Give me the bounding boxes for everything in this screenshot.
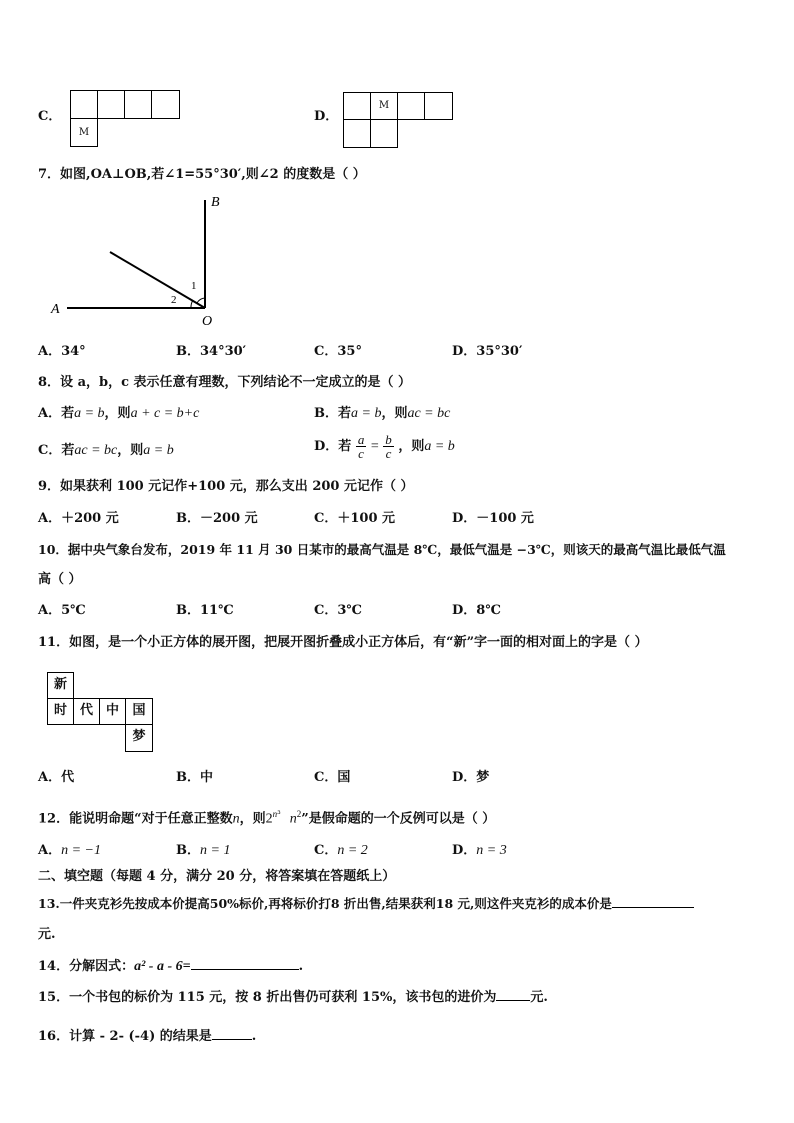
cube-face-meng: 梦 [125,724,153,752]
option-label: C． [314,843,338,858]
option-value: n = −1 [61,843,101,858]
cube-face-shi: 时 [47,698,74,725]
q11-option-b: B．中 [176,770,213,785]
cube-face-xin: 新 [47,672,74,699]
q8-b-mid: ，则 [381,406,408,421]
q13-text: 13.一件夹克衫先按成本价提高50%标价,再将标价打8 折出售,结果获利18 元,则这件夹克衫的成本价是 [38,896,612,911]
q9-option-c: C．＋100 元 [314,511,396,526]
q8-d-eq: = [370,439,379,454]
q9-option-a: A．＋200 元 [38,511,119,526]
label-1: 1 [191,280,197,292]
q10-stem-line2: 高（ ） [38,572,82,587]
q9-stem: 9．如果获利 100 元记作+100 元，那么支出 200 元记作（ ） [38,479,414,494]
q9-option-b: B．－200 元 [176,511,258,526]
q12-option-c [314,842,368,860]
q11-option-a: A．代 [38,770,75,785]
net-cell [424,92,453,120]
q8-c-math2: a = b [143,443,174,458]
q8-option-d [314,433,455,460]
q14-suffix: . [298,959,304,974]
cube-face-dai: 代 [73,698,100,725]
q8-b-math2: ac = bc [407,406,451,421]
q10-option-c: C．3℃ [314,603,362,618]
option-value: n = 3 [476,843,507,858]
q8-d-frac2 [383,433,394,460]
q7-option-b: B．34°30′ [176,344,247,359]
q15-stem [38,988,548,1007]
q12-n: n [232,811,240,827]
q7-option-c: C．35° [314,344,362,359]
label-2: 2 [171,294,177,306]
q8-b-prefix: B．若 [314,406,351,421]
q8-option-b [314,405,450,423]
q8-d-prefix: D．若 [314,439,352,454]
cube-face-zhong: 中 [99,698,126,725]
q8-option-c [38,442,174,460]
q15-suffix: 元. [530,990,548,1005]
cube-face-guo: 国 [125,698,153,725]
q8-d-mid: ，则 [398,439,425,454]
q10-option-b: B．11℃ [176,603,234,618]
label-b: B [211,195,220,210]
q6-option-d-label: D． [314,109,339,124]
q16-stem [38,1027,256,1046]
q16-prefix: 16．计算 - 2- (-4) 的结果是 [38,1029,212,1044]
q8-stem: 8．设 a，b，c 表示任意有理数，下列结论不一定成立的是（ ） [38,375,412,390]
net-cell [343,92,371,120]
q8-c-math1: ac = bc [74,443,118,458]
q6-option-d-net [343,92,455,150]
section-2-heading: 二、填空题（每题 4 分，满分 20 分，将答案填在答题纸上） [38,869,396,884]
q10-stem-line1: 10．据中央气象台发布，2019 年 11 月 30 日某市的最高气温是 8℃，最低气温是 −3℃，则该天的最高气温比最低气温 [38,542,726,557]
q16-answer-blank[interactable] [212,1027,252,1040]
net-cell [397,92,425,120]
q12-stem [38,805,495,828]
q14-stem [38,957,303,976]
q12-suffix: ”是假命题的一个反例可以是（ ） [301,811,496,827]
q12-exp2: 2 [296,809,302,819]
label-o: O [202,314,213,329]
q8-a-math1: a = b [74,406,105,421]
option-label: D． [452,843,477,858]
q8-d-math2: a = b [424,439,455,454]
net-cell [70,90,98,119]
option-label: B． [176,843,200,858]
q13-stem-line1 [38,895,694,913]
frac-denominator: c [385,446,392,461]
q13-answer-blank[interactable] [612,895,694,908]
frac-numerator: a [357,432,365,447]
q9-option-d: D．－100 元 [452,511,534,526]
net-cell-m: M [370,92,398,120]
q8-b-math1: a = b [351,406,382,421]
net-cell [97,90,125,119]
option-value: n = 2 [337,843,368,858]
angle-2-arc [191,300,193,308]
q6-option-c-net [70,90,182,148]
q11-option-c: C．国 [314,770,351,785]
q8-option-a [38,405,199,423]
q10-option-d: D．8℃ [452,603,501,618]
q13-stem-line2: 元. [38,927,56,942]
q8-d-frac1 [356,433,367,460]
q8-a-prefix: A．若 [38,406,75,421]
frac-denominator: c [358,446,364,461]
q10-option-a: A．5℃ [38,603,86,618]
q7-stem: 7．如图,OA⊥OB,若∠1=55°30′,则∠2 的度数是（ ） [38,167,366,182]
q14-answer-blank[interactable] [191,957,299,970]
q12-prefix: 12．能说明命题“对于任意正整数 [38,811,233,827]
q12-rel: ³ [277,810,281,820]
q15-prefix: 15．一个书包的标价为 115 元，按 8 折出售仍可获利 15%，该书包的进价为 [38,990,497,1005]
q11-cube-net [47,672,157,754]
q8-c-mid: ，则 [117,443,144,458]
q12-expr1: 2 [265,811,273,827]
q12-option-d [452,842,507,860]
q12-option-a [38,842,101,860]
q12-mid: ，则 [239,811,266,827]
angle-1-arc [197,298,205,303]
q12-option-b [176,842,230,860]
net-cell-m: M [70,118,98,147]
q11-option-d: D．梦 [452,770,490,785]
q7-option-d: D．35°30′ [452,344,523,359]
q8-a-math2: a + c = b+c [130,406,200,421]
q8-a-mid: ，则 [104,406,131,421]
q11-stem: 11．如图，是一个小正方体的展开图，把展开图折叠成小正方体后，有“新”字一面的相对面上的字是（ ） [38,635,648,650]
q6-option-c-label: C． [38,109,62,124]
q12-exp1: n [272,809,278,819]
net-cell [370,119,398,148]
q7-angle-figure [45,190,245,330]
q12-expr2: n [289,811,297,827]
q7-option-a: A．34° [38,344,86,359]
option-value: n = 1 [200,843,231,858]
net-cell [151,90,180,119]
net-cell [124,90,152,119]
option-label: A． [38,843,62,858]
q14-expr: a² - a - 6= [134,959,191,974]
q16-suffix: . [251,1029,257,1044]
q14-prefix: 14．分解因式： [38,959,135,974]
q15-answer-blank[interactable] [496,988,530,1001]
frac-numerator: b [385,432,392,447]
net-cell [343,119,371,148]
label-a: A [51,302,60,317]
q8-c-prefix: C．若 [38,443,75,458]
